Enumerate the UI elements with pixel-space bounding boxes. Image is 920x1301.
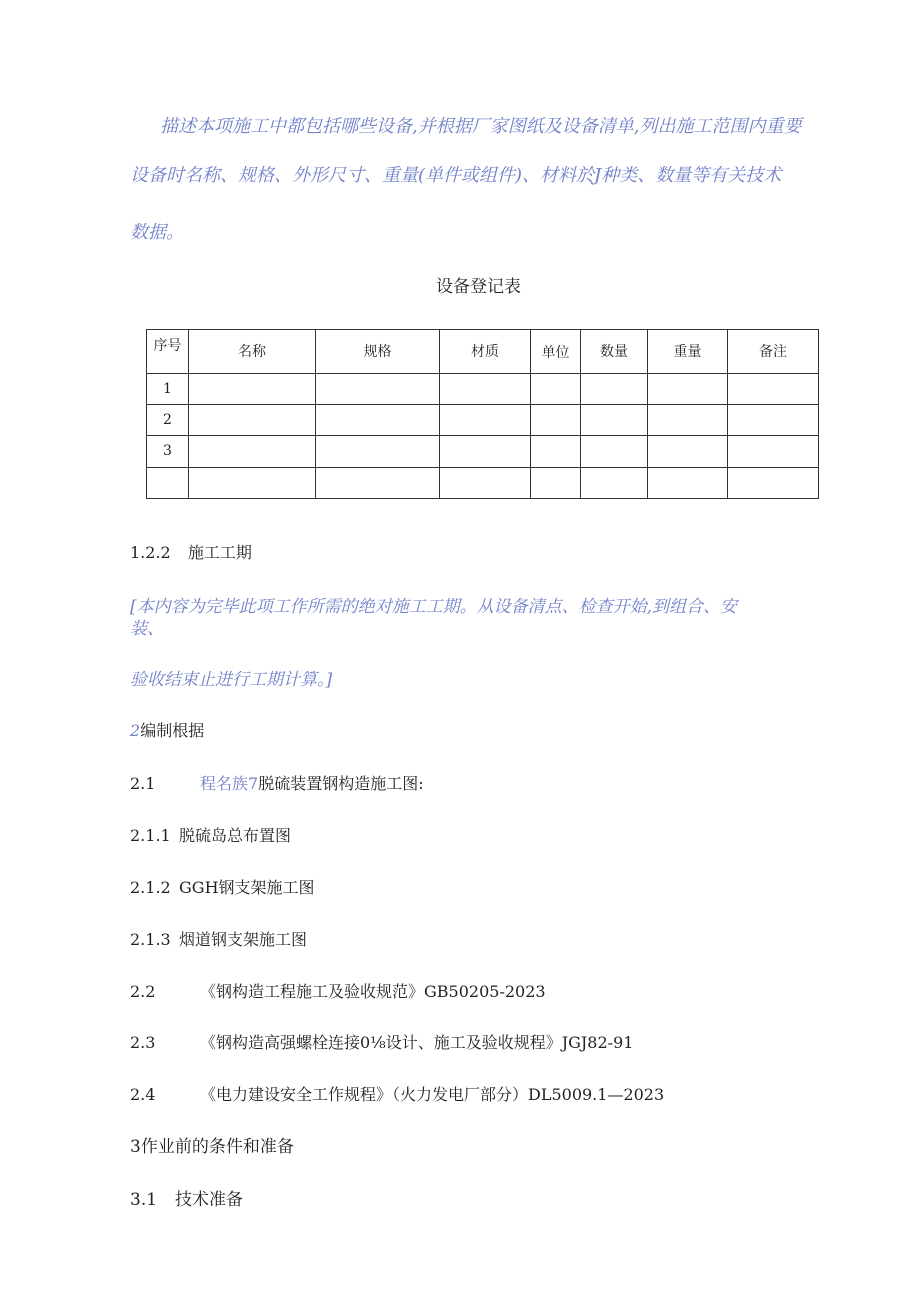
reference-item-2-3 [130,1030,633,1053]
table-row [147,467,819,498]
item-number: 2.1.1 [130,826,171,845]
table-cell [648,404,728,435]
table-cell [648,467,728,498]
section-number: 1.2.2 [130,543,171,562]
table-cell [581,373,648,404]
table-cell [648,436,728,467]
intro-line-1: 描述本项施工中都包括哪些设备,并根据厂家图纸及设备清单,列出施工范围内重要 [160,116,802,137]
table-cell [189,467,316,498]
item-number: 2.3 [130,1033,156,1052]
item-number: 2.1 [130,774,156,793]
table-cell [728,436,819,467]
table-cell [648,373,728,404]
duration-note-line-1: [本内容为完毕此项工作所需的绝对施工工期。从设备清点、检查开始,到组合、安 [130,597,738,617]
reference-item-2-1-2 [130,875,315,898]
section-1-2-2-heading [130,540,252,563]
item-text: 烟道钢支架施工图 [179,930,308,949]
intro-line-3: 数据。 [130,222,184,243]
table-title: 设备登记表 [436,277,521,297]
section-number: 2 [130,721,141,740]
reference-item-2-1-3 [130,927,307,950]
reference-item-2-1 [130,771,424,794]
item-text: 《钢构造高强螺栓连接0⅛设计、施工及验收规程》JGJ82-91 [200,1033,634,1052]
table-cell [189,404,316,435]
section-title: 施工工期 [187,543,252,562]
table-cell [581,404,648,435]
table-cell [581,436,648,467]
table-cell [440,436,531,467]
table-cell-seq: 2 [147,404,189,435]
reference-item-2-4 [130,1082,664,1105]
item-number: 2.1.3 [130,930,171,949]
section-title: 编制根据 [140,721,205,740]
section-number: 3.1 [130,1190,158,1210]
table-header-row [147,330,819,374]
item-text: 脱硫岛总布置图 [179,826,292,845]
item-number: 2.4 [130,1085,156,1104]
table-cell [189,373,316,404]
item-text: GGH钢支架施工图 [179,878,315,897]
header-cell: 规格 [316,330,440,374]
table-row [147,373,819,404]
header-cell: 单位 [531,330,581,374]
table-cell [531,404,581,435]
table-cell [531,436,581,467]
item-number: 2.2 [130,982,156,1001]
item-prefix: 程名族7 [200,774,259,793]
table-row [147,436,819,467]
table-cell-seq: 3 [147,436,189,467]
header-cell: 备注 [728,330,819,374]
table-row [147,404,819,435]
item-text: 脱硫装置钢构造施工图: [258,774,424,793]
header-cell: 重量 [648,330,728,374]
table-cell-seq: 1 [147,373,189,404]
table-cell [316,436,440,467]
table-cell [531,373,581,404]
section-2-heading [130,718,204,741]
table-cell [440,373,531,404]
header-cell: 名称 [189,330,316,374]
header-cell: 数量 [581,330,648,374]
table-cell [316,467,440,498]
duration-note-line-3: 验收结束止进行工期计算。] [130,670,333,690]
table-cell-seq [147,467,189,498]
table-cell [728,373,819,404]
reference-item-2-2 [130,979,546,1002]
table-cell [440,404,531,435]
table-cell [581,467,648,498]
table-cell [189,436,316,467]
table-cell [728,467,819,498]
equipment-table [146,329,819,499]
duration-note-line-2: 装、 [130,619,164,639]
table-cell [316,404,440,435]
reference-item-2-1-1 [130,823,291,846]
header-cell: 材质 [440,330,531,374]
section-3-1-heading [130,1185,243,1210]
section-title: 技术准备 [175,1190,243,1210]
table-cell [728,404,819,435]
item-text: 《电力建设安全工作规程》（火力发电厂部分）DL5009.1—2023 [200,1085,665,1104]
intro-line-2: 设备时名称、规格、外形尺寸、重量(单件或组件)、材料於J种类、数量等有关技术 [130,165,782,186]
item-number: 2.1.2 [130,878,171,897]
header-cell: 序号 [147,330,189,374]
section-3-heading: 3作业前的条件和准备 [130,1137,294,1157]
table-cell [316,373,440,404]
table-cell [440,467,531,498]
table-cell [531,467,581,498]
item-text: 《钢构造工程施工及验收规范》GB50205-2023 [200,982,546,1001]
